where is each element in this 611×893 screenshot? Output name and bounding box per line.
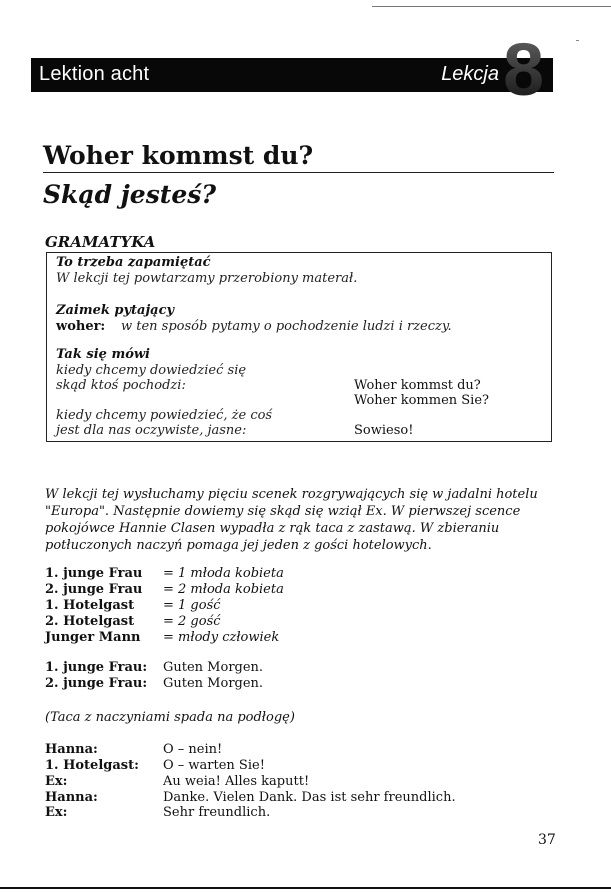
dialogue-speaker: 1. Hotelgast:: [45, 758, 139, 773]
dialogue-line: Guten Morgen.: [163, 660, 264, 675]
lesson-header-bar: [31, 58, 553, 92]
remember-text: W lekcji tej powtarzamy przerobiony materał.: [56, 271, 358, 286]
dialogue-line: Danke. Vielen Dank. Das ist sehr freundlich.: [163, 790, 456, 805]
character-role: 2. Hotelgast: [45, 614, 135, 629]
say-line-1: kiedy chcemy dowiedzieć się: [56, 363, 247, 378]
character-translation: = młody człowiek: [163, 630, 280, 645]
stage-direction: (Taca z naczyniami spada na podłogę): [45, 710, 295, 725]
scan-mark: [576, 40, 579, 41]
character-role: 2. junge Frau: [45, 582, 143, 597]
bottom-edge-rule: [0, 887, 611, 889]
say-line-4: jest dla nas oczywiste, jasne:: [56, 423, 247, 438]
character-role: 1. Hotelgast: [45, 598, 135, 613]
dialogue-speaker: Hanna:: [45, 790, 98, 805]
dialogue-speaker: 1. junge Frau:: [45, 660, 148, 675]
dialogue-speaker: 2. junge Frau:: [45, 676, 148, 691]
intro-line: pokojówce Hannie Clasen wypadła z rąk taca z zastawą. W zbieraniu: [45, 521, 500, 536]
dialogue-line: Guten Morgen.: [163, 676, 264, 691]
lesson-number: 8: [503, 28, 545, 111]
intro-paragraph: [45, 486, 555, 554]
say-answer-3: Sowieso!: [354, 423, 414, 438]
pronoun-text: w ten sposób pytamy o pochodzenie ludzi i rzeczy.: [121, 319, 452, 334]
dialogue-line: Sehr freundlich.: [163, 805, 271, 820]
say-line-2: skąd ktoś pochodzi:: [56, 378, 186, 393]
character-role: 1. junge Frau: [45, 566, 143, 581]
grammar-heading: GRAMATYKA: [45, 233, 156, 251]
grammar-box: [46, 252, 552, 442]
character-translation: = 2 młoda kobieta: [163, 582, 284, 597]
intro-line: "Europa". Następnie dowiemy się skąd się wziął Ex. W pierwszej scence: [45, 504, 521, 519]
intro-line: potłuczonych naczyń pomaga jej jeden z gości hotelowych.: [45, 538, 432, 553]
page-title: Woher kommst du?: [43, 141, 314, 170]
dialogue-line: O – warten Sie!: [163, 758, 265, 773]
top-edge-rule: [372, 6, 611, 7]
dialogue-line: Au weia! Alles kaputt!: [163, 774, 310, 789]
page-number: 37: [538, 832, 556, 848]
dialogue-speaker: Ex:: [45, 774, 68, 789]
say-heading: Tak się mówi: [56, 347, 150, 362]
dialogue-speaker: Ex:: [45, 805, 68, 820]
dialogue-line: O – nein!: [163, 742, 223, 757]
character-translation: = 1 młoda kobieta: [163, 566, 284, 581]
pronoun-heading: Zaimek pytający: [56, 303, 175, 318]
character-translation: = 1 gość: [163, 598, 221, 613]
page-subtitle: Skąd jesteś?: [43, 180, 216, 209]
character-role: Junger Mann: [45, 630, 141, 645]
title-divider: [43, 172, 554, 173]
character-translation: = 2 gość: [163, 614, 221, 629]
say-answer-2: Woher kommen Sie?: [354, 393, 490, 408]
remember-heading: To trzeba zapamiętać: [56, 255, 211, 270]
header-right-title: Lekcja: [441, 63, 499, 85]
intro-line: W lekcji tej wysłuchamy pięciu scenek rozgrywających się w jadalni hotelu: [45, 487, 538, 502]
header-left-title: Lektion acht: [39, 63, 150, 85]
dialogue-speaker: Hanna:: [45, 742, 98, 757]
say-answer-1: Woher kommst du?: [354, 378, 481, 393]
pronoun-word: woher:: [56, 319, 106, 334]
say-line-3: kiedy chcemy powiedzieć, że coś: [56, 408, 273, 423]
